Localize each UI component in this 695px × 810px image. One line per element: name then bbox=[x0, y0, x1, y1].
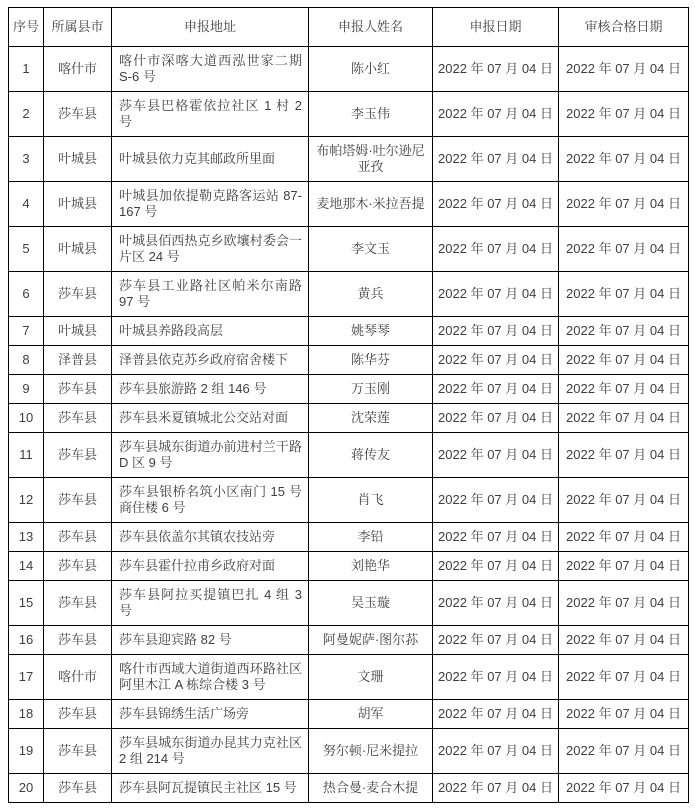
address-cell: 莎车县依盖尔其镇农技站旁 bbox=[112, 523, 309, 552]
table-row bbox=[9, 552, 689, 581]
address-cell: 莎车县城东街道办昆其力克社区 2 组 214 号 bbox=[112, 729, 309, 774]
table-row bbox=[9, 774, 689, 803]
county-cell: 莎车县 bbox=[44, 552, 112, 581]
apply-date-cell: 2022 年 07 月 04 日 bbox=[433, 655, 559, 700]
county-cell: 叶城县 bbox=[44, 317, 112, 346]
header-cell-apply-date: 申报日期 bbox=[433, 8, 559, 47]
address-cell: 莎车县锦绣生活广场旁 bbox=[112, 700, 309, 729]
applicant-name-cell: 阿曼妮萨·图尔荪 bbox=[309, 626, 433, 655]
address-cell: 莎车县旅游路 2 组 146 号 bbox=[112, 375, 309, 404]
applicant-name-cell: 万玉刚 bbox=[309, 375, 433, 404]
approve-date-cell: 2022 年 07 月 04 日 bbox=[559, 317, 689, 346]
table-row bbox=[9, 137, 689, 182]
address-cell: 喀什市深喀大道西泓世家二期 S-6 号 bbox=[112, 47, 309, 92]
applicant-name-cell: 热合曼·麦合木提 bbox=[309, 774, 433, 803]
applicant-name-cell: 李玉伟 bbox=[309, 92, 433, 137]
approve-date-cell: 2022 年 07 月 04 日 bbox=[559, 272, 689, 317]
table-row bbox=[9, 626, 689, 655]
address-cell: 叶城县加依提勒克路客运站 87-167 号 bbox=[112, 182, 309, 227]
table-row bbox=[9, 227, 689, 272]
apply-date-cell: 2022 年 07 月 04 日 bbox=[433, 346, 559, 375]
header-cell-county: 所属县市 bbox=[44, 8, 112, 47]
row-index-cell: 3 bbox=[9, 137, 44, 182]
approve-date-cell: 2022 年 07 月 04 日 bbox=[559, 626, 689, 655]
approve-date-cell: 2022 年 07 月 04 日 bbox=[559, 404, 689, 433]
applicant-name-cell: 胡军 bbox=[309, 700, 433, 729]
apply-date-cell: 2022 年 07 月 04 日 bbox=[433, 626, 559, 655]
applicant-name-cell: 吴玉璇 bbox=[309, 581, 433, 626]
approve-date-cell: 2022 年 07 月 04 日 bbox=[559, 552, 689, 581]
apply-date-cell: 2022 年 07 月 04 日 bbox=[433, 552, 559, 581]
table-row bbox=[9, 375, 689, 404]
address-cell: 喀什市西域大道街道西环路社区阿里木江 A 栋综合楼 3 号 bbox=[112, 655, 309, 700]
apply-date-cell: 2022 年 07 月 04 日 bbox=[433, 581, 559, 626]
table-row bbox=[9, 478, 689, 523]
header-cell-index: 序号 bbox=[9, 8, 44, 47]
applicant-name-cell: 肖飞 bbox=[309, 478, 433, 523]
row-index-cell: 8 bbox=[9, 346, 44, 375]
table-row bbox=[9, 47, 689, 92]
row-index-cell: 2 bbox=[9, 92, 44, 137]
row-index-cell: 12 bbox=[9, 478, 44, 523]
row-index-cell: 17 bbox=[9, 655, 44, 700]
address-cell: 莎车县阿拉买提镇巴扎 4 组 3 号 bbox=[112, 581, 309, 626]
address-cell: 叶城县养路段高层 bbox=[112, 317, 309, 346]
apply-date-cell: 2022 年 07 月 04 日 bbox=[433, 774, 559, 803]
apply-date-cell: 2022 年 07 月 04 日 bbox=[433, 404, 559, 433]
approve-date-cell: 2022 年 07 月 04 日 bbox=[559, 581, 689, 626]
table-body bbox=[9, 47, 689, 803]
address-cell: 莎车县米夏镇城北公交站对面 bbox=[112, 404, 309, 433]
county-cell: 叶城县 bbox=[44, 182, 112, 227]
address-cell: 泽普县依克苏乡政府宿舍楼下 bbox=[112, 346, 309, 375]
row-index-cell: 19 bbox=[9, 729, 44, 774]
row-index-cell: 11 bbox=[9, 433, 44, 478]
apply-date-cell: 2022 年 07 月 04 日 bbox=[433, 227, 559, 272]
declaration-report-table bbox=[8, 7, 689, 803]
table-row bbox=[9, 523, 689, 552]
county-cell: 莎车县 bbox=[44, 272, 112, 317]
row-index-cell: 16 bbox=[9, 626, 44, 655]
approve-date-cell: 2022 年 07 月 04 日 bbox=[559, 182, 689, 227]
row-index-cell: 20 bbox=[9, 774, 44, 803]
apply-date-cell: 2022 年 07 月 04 日 bbox=[433, 729, 559, 774]
county-cell: 喀什市 bbox=[44, 655, 112, 700]
county-cell: 莎车县 bbox=[44, 729, 112, 774]
table-row bbox=[9, 581, 689, 626]
address-cell: 莎车县工业路社区帕米尔南路 97 号 bbox=[112, 272, 309, 317]
apply-date-cell: 2022 年 07 月 04 日 bbox=[433, 433, 559, 478]
applicant-name-cell: 李文玉 bbox=[309, 227, 433, 272]
county-cell: 莎车县 bbox=[44, 626, 112, 655]
apply-date-cell: 2022 年 07 月 04 日 bbox=[433, 523, 559, 552]
apply-date-cell: 2022 年 07 月 04 日 bbox=[433, 478, 559, 523]
table-row bbox=[9, 729, 689, 774]
applicant-name-cell: 刘艳华 bbox=[309, 552, 433, 581]
applicant-name-cell: 麦地那木·米拉吾提 bbox=[309, 182, 433, 227]
header-cell-applicant-name: 申报人姓名 bbox=[309, 8, 433, 47]
approve-date-cell: 2022 年 07 月 04 日 bbox=[559, 227, 689, 272]
applicant-name-cell: 努尔顿·尼米提拉 bbox=[309, 729, 433, 774]
county-cell: 莎车县 bbox=[44, 92, 112, 137]
county-cell: 喀什市 bbox=[44, 47, 112, 92]
county-cell: 泽普县 bbox=[44, 346, 112, 375]
approve-date-cell: 2022 年 07 月 04 日 bbox=[559, 47, 689, 92]
county-cell: 莎车县 bbox=[44, 581, 112, 626]
applicant-name-cell: 文珊 bbox=[309, 655, 433, 700]
approve-date-cell: 2022 年 07 月 04 日 bbox=[559, 774, 689, 803]
county-cell: 莎车县 bbox=[44, 700, 112, 729]
approve-date-cell: 2022 年 07 月 04 日 bbox=[559, 655, 689, 700]
apply-date-cell: 2022 年 07 月 04 日 bbox=[433, 272, 559, 317]
table-row bbox=[9, 182, 689, 227]
applicant-name-cell: 李铅 bbox=[309, 523, 433, 552]
county-cell: 莎车县 bbox=[44, 404, 112, 433]
header-cell-address: 申报地址 bbox=[112, 8, 309, 47]
applicant-name-cell: 黄兵 bbox=[309, 272, 433, 317]
header-row bbox=[9, 8, 689, 47]
applicant-name-cell: 姚琴琴 bbox=[309, 317, 433, 346]
county-cell: 莎车县 bbox=[44, 523, 112, 552]
county-cell: 叶城县 bbox=[44, 227, 112, 272]
address-cell: 莎车县阿瓦提镇民主社区 15 号 bbox=[112, 774, 309, 803]
approve-date-cell: 2022 年 07 月 04 日 bbox=[559, 478, 689, 523]
row-index-cell: 18 bbox=[9, 700, 44, 729]
apply-date-cell: 2022 年 07 月 04 日 bbox=[433, 700, 559, 729]
apply-date-cell: 2022 年 07 月 04 日 bbox=[433, 92, 559, 137]
table-row bbox=[9, 346, 689, 375]
approve-date-cell: 2022 年 07 月 04 日 bbox=[559, 729, 689, 774]
row-index-cell: 10 bbox=[9, 404, 44, 433]
apply-date-cell: 2022 年 07 月 04 日 bbox=[433, 47, 559, 92]
county-cell: 叶城县 bbox=[44, 137, 112, 182]
approve-date-cell: 2022 年 07 月 04 日 bbox=[559, 700, 689, 729]
address-cell: 莎车县迎宾路 82 号 bbox=[112, 626, 309, 655]
address-cell: 莎车县城东街道办前进村兰干路 D 区 9 号 bbox=[112, 433, 309, 478]
table-row bbox=[9, 433, 689, 478]
table-row bbox=[9, 404, 689, 433]
county-cell: 莎车县 bbox=[44, 774, 112, 803]
table-row bbox=[9, 272, 689, 317]
applicant-name-cell: 沈荣莲 bbox=[309, 404, 433, 433]
apply-date-cell: 2022 年 07 月 04 日 bbox=[433, 182, 559, 227]
row-index-cell: 13 bbox=[9, 523, 44, 552]
row-index-cell: 15 bbox=[9, 581, 44, 626]
approve-date-cell: 2022 年 07 月 04 日 bbox=[559, 346, 689, 375]
approve-date-cell: 2022 年 07 月 04 日 bbox=[559, 92, 689, 137]
address-cell: 叶城县佰西热克乡欧壤村委会一片区 24 号 bbox=[112, 227, 309, 272]
county-cell: 莎车县 bbox=[44, 375, 112, 404]
approve-date-cell: 2022 年 07 月 04 日 bbox=[559, 137, 689, 182]
apply-date-cell: 2022 年 07 月 04 日 bbox=[433, 137, 559, 182]
row-index-cell: 4 bbox=[9, 182, 44, 227]
table-row bbox=[9, 700, 689, 729]
county-cell: 莎车县 bbox=[44, 433, 112, 478]
row-index-cell: 14 bbox=[9, 552, 44, 581]
approve-date-cell: 2022 年 07 月 04 日 bbox=[559, 375, 689, 404]
header-cell-approve-date: 审核合格日期 bbox=[559, 8, 689, 47]
table-row bbox=[9, 92, 689, 137]
row-index-cell: 6 bbox=[9, 272, 44, 317]
county-cell: 莎车县 bbox=[44, 478, 112, 523]
apply-date-cell: 2022 年 07 月 04 日 bbox=[433, 317, 559, 346]
table-row bbox=[9, 317, 689, 346]
row-index-cell: 7 bbox=[9, 317, 44, 346]
apply-date-cell: 2022 年 07 月 04 日 bbox=[433, 375, 559, 404]
table-row bbox=[9, 655, 689, 700]
applicant-name-cell: 布帕塔姆·吐尔逊尼亚孜 bbox=[309, 137, 433, 182]
applicant-name-cell: 蒋传友 bbox=[309, 433, 433, 478]
row-index-cell: 5 bbox=[9, 227, 44, 272]
approve-date-cell: 2022 年 07 月 04 日 bbox=[559, 523, 689, 552]
applicant-name-cell: 陈华芬 bbox=[309, 346, 433, 375]
address-cell: 叶城县依力克其邮政所里面 bbox=[112, 137, 309, 182]
address-cell: 莎车县霍什拉甫乡政府对面 bbox=[112, 552, 309, 581]
applicant-name-cell: 陈小红 bbox=[309, 47, 433, 92]
row-index-cell: 9 bbox=[9, 375, 44, 404]
approve-date-cell: 2022 年 07 月 04 日 bbox=[559, 433, 689, 478]
row-index-cell: 1 bbox=[9, 47, 44, 92]
address-cell: 莎车县巴格霍依拉社区 1 村 2 号 bbox=[112, 92, 309, 137]
address-cell: 莎车县银桥名筑小区南门 15 号商住楼 6 号 bbox=[112, 478, 309, 523]
